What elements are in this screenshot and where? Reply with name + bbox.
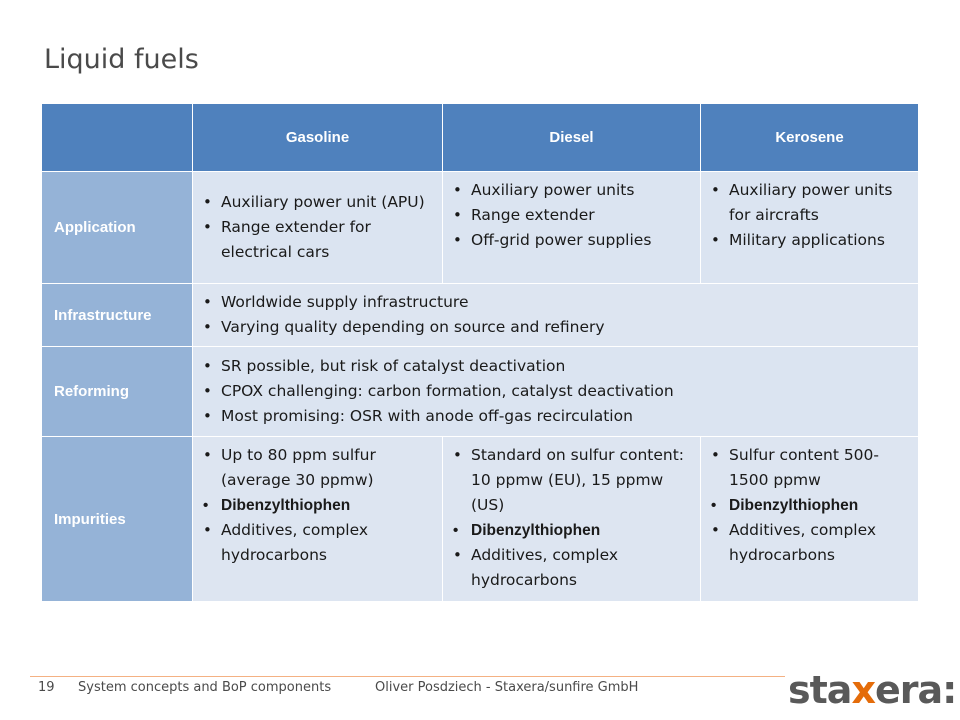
list-item: • Worldwide supply infrastructure [203, 290, 910, 315]
staxera-logo [788, 668, 956, 712]
rowhead-infrastructure: Infrastructure [42, 284, 193, 347]
list-item: • Additives, complex hydrocarbons [453, 543, 692, 593]
list-item: • Most promising: OSR with anode off-gas recirculation [203, 404, 910, 429]
cell-application-kerosene [701, 172, 919, 284]
rowhead-reforming: Reforming [42, 347, 193, 437]
list-item: • Additives, complex hydrocarbons [203, 518, 434, 568]
cell-application-diesel [443, 172, 701, 284]
page-number: 19 [38, 680, 55, 695]
list-item: • Range extender for electrical cars [203, 215, 434, 265]
rowhead-application: Application [42, 172, 193, 284]
logo-text-part1: sta [788, 668, 852, 712]
rowhead-impurities: Impurities [42, 437, 193, 602]
list-item: • Military applications [711, 228, 910, 253]
list-item: • Dibenzylthiophen [453, 518, 692, 543]
list-item: • Auxiliary power units [453, 178, 692, 203]
fuels-table [41, 103, 919, 602]
row-application [42, 172, 919, 284]
header-diesel: Diesel [443, 104, 701, 172]
footer-section: System concepts and BoP components [78, 680, 332, 695]
list-item: • Dibenzylthiophen [711, 493, 910, 518]
list-item: • Up to 80 ppm sulfur (average 30 ppmw) [203, 443, 434, 493]
list-item: • Varying quality depending on source and refinery [203, 315, 910, 340]
footer-author: Oliver Posdziech - Staxera/sunfire GmbH [375, 680, 639, 695]
list-item: • Dibenzylthiophen [203, 493, 434, 518]
cell-application-gasoline [193, 172, 443, 284]
slide-title: Liquid fuels [44, 44, 199, 75]
logo-text-part2: era: [874, 668, 957, 712]
cell-impurities-diesel [443, 437, 701, 602]
list-item: • Range extender [453, 203, 692, 228]
logo-x: x [851, 668, 875, 712]
list-item: • Auxiliary power units for aircrafts [711, 178, 910, 228]
cell-reforming [193, 347, 919, 437]
row-reforming [42, 347, 919, 437]
header-kerosene: Kerosene [701, 104, 919, 172]
row-impurities [42, 437, 919, 602]
row-infrastructure [42, 284, 919, 347]
footer-divider [30, 676, 785, 677]
list-item: • Additives, complex hydrocarbons [711, 518, 910, 568]
cell-impurities-kerosene [701, 437, 919, 602]
header-row [42, 104, 919, 172]
list-item: • Auxiliary power unit (APU) [203, 190, 434, 215]
cell-infrastructure [193, 284, 919, 347]
cell-impurities-gasoline [193, 437, 443, 602]
header-corner [42, 104, 193, 172]
list-item: • CPOX challenging: carbon formation, catalyst deactivation [203, 379, 910, 404]
header-gasoline: Gasoline [193, 104, 443, 172]
list-item: • Standard on sulfur content: 10 ppmw (EU), 15 ppmw (US) [453, 443, 692, 518]
list-item: • Off-grid power supplies [453, 228, 692, 253]
list-item: • Sulfur content 500-1500 ppmw [711, 443, 910, 493]
list-item: • SR possible, but risk of catalyst deactivation [203, 354, 910, 379]
